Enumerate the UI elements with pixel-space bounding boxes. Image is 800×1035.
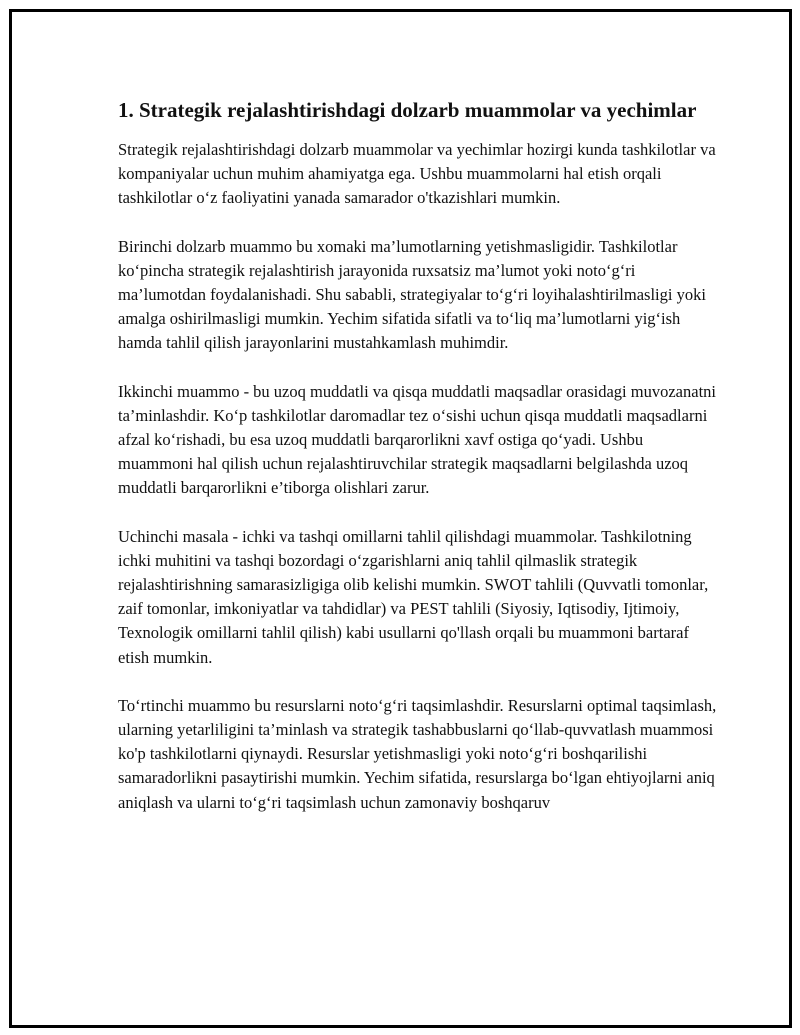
page-frame: [9, 9, 792, 1028]
section-heading: 1. Strategik rejalashtirishdagi dolzarb muammolar va yechimlar: [118, 98, 697, 122]
paragraph-second-problem: Ikkinchi muammo - bu uzoq muddatli va qisqa muddatli maqsadlar orasidagi muvozanatni ta’minlashdir. Ko‘p tashkilotlar daromadlar tez o‘sishi uchun qisqa muddatli maqsadlarni afzal ko‘rishadi, bu esa uzoq muddatli barqarorlikni xavf ostiga qo‘yadi. Ushbu muammoni hal qilish uchun rejalashtiruvchilar strategik maqsadlarni belgilashda uzoq muddatli barqarorlikni e’tiborga olishlari zarur.: [118, 381, 716, 498]
paragraph-first-problem: Birinchi dolzarb muammo bu xomaki ma’lumotlarning yetishmasligidir. Tashkilotlar ko‘pincha strategik rejalashtirish jarayonida ruxsatsiz ma’lumot yoki noto‘g‘ri ma’lumotdan foydalanishadi. Shu sababli, strategiyalar to‘g‘ri loyihalashtirilmasligi yoki amalga oshirilmasligi mumkin. Yechim sifatida sifatli va to‘liq ma’lumotlarni yig‘ish hamda tahlil qilish jarayonlarini mustahkamlash muhimdir.: [118, 236, 706, 353]
document-body: [118, 96, 718, 839]
paragraph-third-problem: Uchinchi masala - ichki va tashqi omillarni tahlil qilishdagi muammolar. Tashkilotning ichki muhitini va tashqi bozordagi o‘zgarishlarni aniq tahlil qilmaslik strategik rejalashtirishning samarasizligiga olib kelishi mumkin. SWOT tahlili (Quvvatli tomonlar, zaif tomonlar, imkoniyatlar va tahdidlar) va PEST tahlili (Siyosiy, Iqtisodiy, Ijtimoiy, Texnologik omillarni tahlil qilish) kabi usullarni qo'llash orqali bu muammoni bartaraf etish mumkin.: [118, 526, 709, 667]
paragraph-fourth-problem: To‘rtinchi muammo bu resurslarni noto‘g‘ri taqsimlashdir. Resurslarni optimal taqsimlash, ularning yetarliligini ta’minlash va strategik tashabbuslarni qo‘llab-quvvatlash muammosi ko'p tashkilotlarni qiynaydi. Resurslar yetishmasligi yoki noto‘g‘ri boshqarilishi samaradorlikni pasaytirishi mumkin. Yechim sifatida, resurslarga bo‘lgan ehtiyojlarni aniq aniqlash va ularni to‘g‘ri taqsimlash uchun zamonaviy boshqaruv: [118, 695, 717, 812]
paragraph-intro: Strategik rejalashtirishdagi dolzarb muammolar va yechimlar hozirgi kunda tashkilotlar va kompaniyalar uchun muhim ahamiyatga ega. Ushbu muammolarni hal etish orqali tashkilotlar o‘z faoliyatini yanada samarador o'tkazishlari mumkin.: [118, 140, 716, 208]
